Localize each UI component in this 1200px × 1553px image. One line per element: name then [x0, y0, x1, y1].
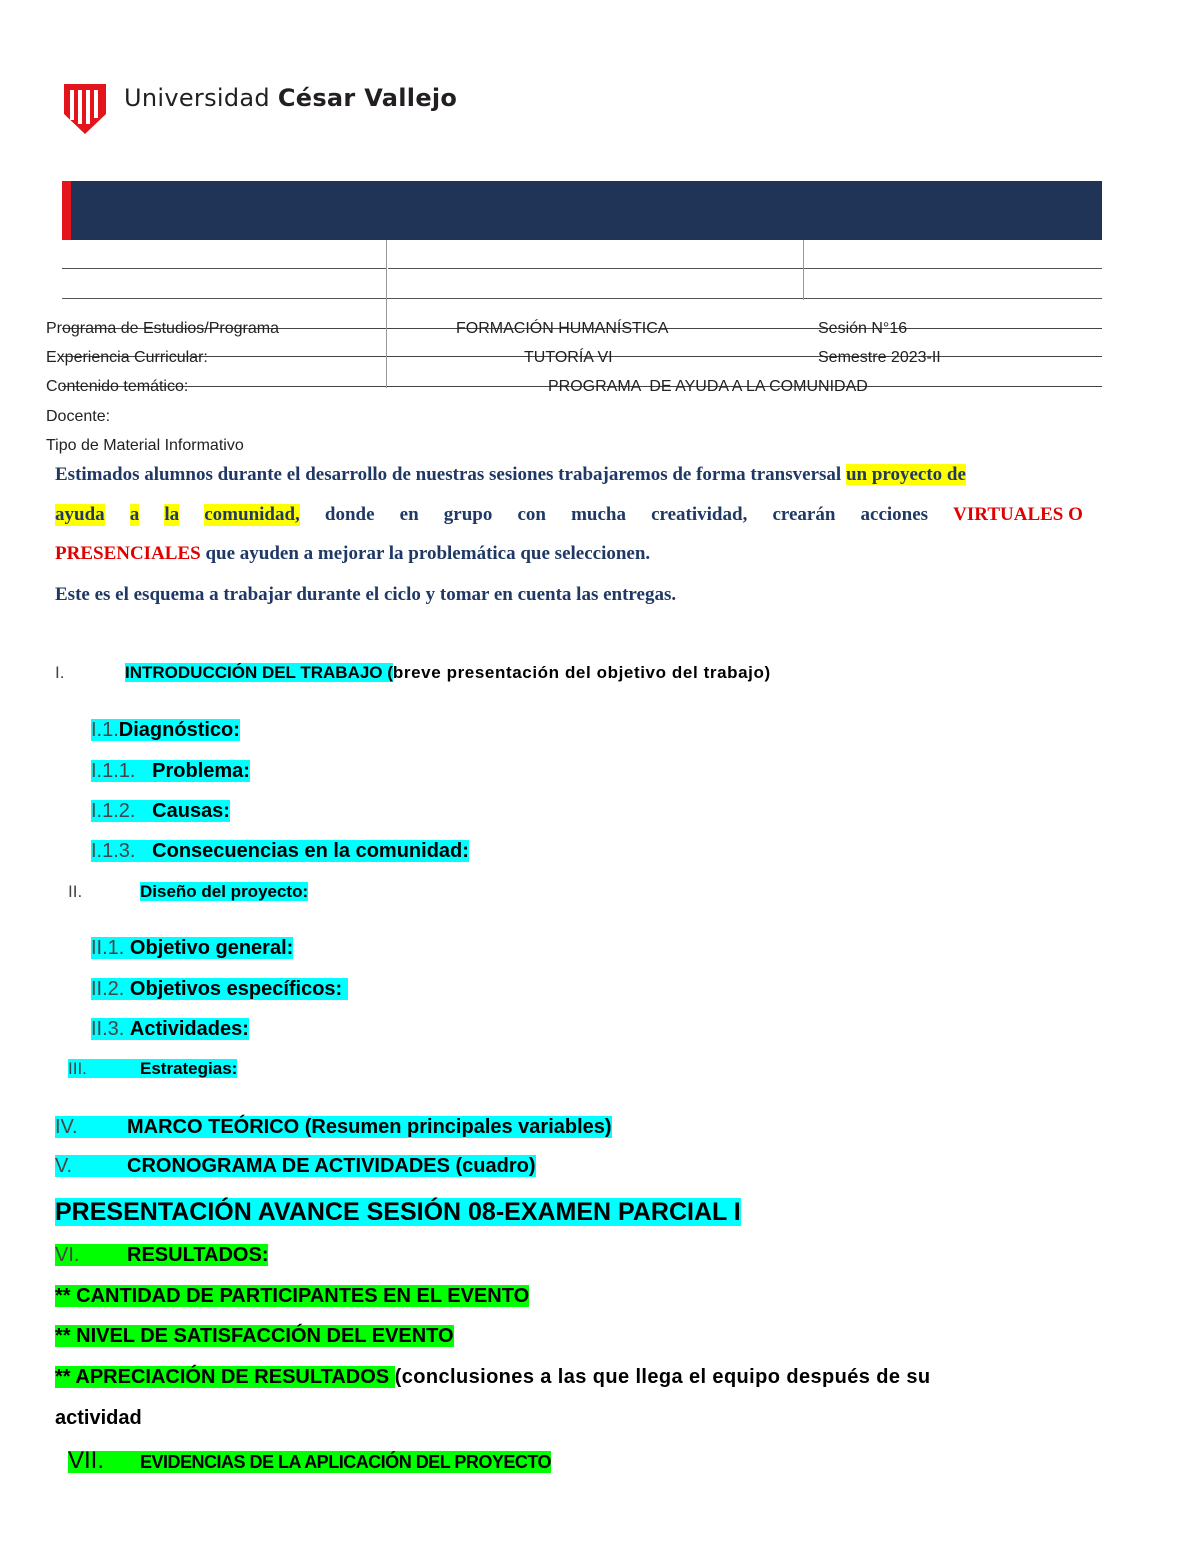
content-value: PROGRAMA DE AYUDA A LA COMUNIDAD: [548, 378, 868, 395]
program-value: FORMACIÓN HUMANÍSTICA: [456, 320, 669, 337]
highlight-project: un proyecto de: [845, 464, 966, 485]
header-accent-stripe: [62, 181, 71, 240]
material-type-label: Tipo de Material Informativo: [46, 437, 244, 454]
outline-item-ii1: II.1. Objetivo general:: [91, 937, 294, 959]
outline-item-vi: VI. RESULTADOS:: [55, 1244, 269, 1266]
session-value: Sesión N°16: [818, 320, 908, 337]
intro-word: mucha: [571, 504, 626, 525]
outline-item-ii: II. Diseño del proyecto:: [68, 882, 309, 901]
results-item-appreciation: ** APRECIACIÓN DE RESULTADOS (conclusiones a las que llega el equipo después de su: [55, 1366, 931, 1388]
outline-item-i13: I.1.3. Consecuencias en la comunidad:: [91, 840, 469, 862]
emphasis-presenciales: PRESENCIALES: [55, 543, 201, 564]
table-rule: [388, 268, 1102, 269]
intro-line-4: Este es el esquema a trabajar durante el ciclo y tomar en cuenta las entregas.: [55, 584, 677, 605]
content-label: Contenido temático:: [46, 378, 189, 395]
intro-line-3: PRESENCIALES que ayuden a mejorar la problemática que seleccionen.: [55, 543, 651, 564]
intro-word: la: [164, 504, 180, 525]
outline-item-ii3: II.3. Actividades:: [91, 1018, 249, 1040]
outline-item-iv: IV. MARCO TEÓRICO (Resumen principales variables): [55, 1116, 612, 1138]
intro-word: ayuda: [55, 504, 105, 525]
outline-item-vii: VII. EVIDENCIAS DE LA APLICACIÓN DEL PROYECTO: [68, 1447, 552, 1474]
program-label: Programa de Estudios/Programa: [46, 320, 279, 337]
outline-item-i: I. INTRODUCCIÓN DEL TRABAJO (breve presentación del objetivo del trabajo): [55, 663, 771, 682]
results-item-participants: ** CANTIDAD DE PARTICIPANTES EN EL EVENTO: [55, 1285, 530, 1307]
intro-word: grupo: [443, 504, 493, 525]
intro-word: en: [399, 504, 419, 525]
table-divider: [803, 240, 804, 300]
intro-word: creatividad,: [651, 504, 748, 525]
experience-value: TUTORÍA VI: [524, 349, 613, 366]
intro-word: donde: [324, 504, 375, 525]
intro-line-1: Estimados alumnos durante el desarrollo de nuestras sesiones trabajaremos de forma transversal un proyecto de: [55, 464, 966, 485]
intro-line-2: [55, 504, 1083, 526]
intro-word: con: [517, 504, 546, 525]
results-item-satisfaction: ** NIVEL DE SATISFACCIÓN DEL EVENTO: [55, 1325, 454, 1347]
university-logo-icon: [62, 80, 108, 136]
semester-value: Semestre 2023-II: [818, 349, 941, 366]
table-rule: [62, 298, 1102, 299]
outline-item-i11: I.1.1. Problema:: [91, 760, 250, 782]
experience-label: Experiencia Curricular:: [46, 349, 208, 366]
milestone-heading: PRESENTACIÓN AVANCE SESIÓN 08-EXAMEN PARCIAL I: [55, 1198, 741, 1226]
outline-item-iii: III. Estrategias:: [68, 1059, 238, 1078]
teacher-label: Docente:: [46, 408, 111, 425]
header-banner: [62, 181, 1102, 240]
intro-word: acciones: [860, 504, 929, 525]
intro-word: comunidad,: [204, 504, 300, 525]
university-name: Universidad César Vallejo: [124, 84, 458, 112]
intro-word: VIRTUALES O: [953, 504, 1083, 525]
outline-item-v: V. CRONOGRAMA DE ACTIVIDADES (cuadro): [55, 1155, 536, 1177]
results-item-appreciation-cont: actividad: [55, 1407, 142, 1429]
table-divider: [386, 240, 387, 388]
intro-word: crearán: [772, 504, 836, 525]
outline-item-i12: I.1.2. Causas:: [91, 800, 230, 822]
intro-word: a: [129, 504, 140, 525]
table-rule: [62, 268, 386, 269]
outline-item-ii2: II.2. Objetivos específicos:: [91, 978, 348, 1001]
outline-item-i1: I.1.Diagnóstico:: [91, 719, 240, 741]
